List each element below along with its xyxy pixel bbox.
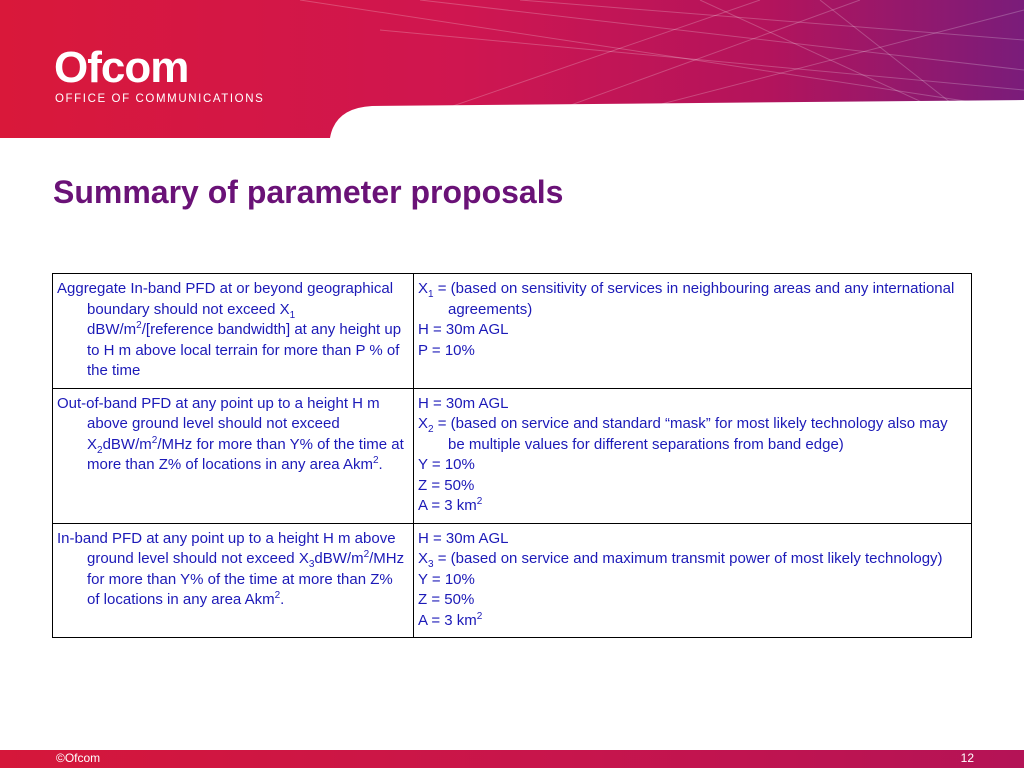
parameter-cell: Out-of-band PFD at any point up to a height H m above ground level should not exceed $X_2dBW/m^2$/MHz for more than Y% of the time at more than Z% of locations in any area Akm$^2$. [53, 388, 414, 523]
table-row [53, 274, 972, 389]
footer-bar [0, 750, 1024, 768]
table-row [53, 523, 972, 638]
logo-tagline: OFFICE OF COMMUNICATIONS [55, 93, 265, 105]
slide-title: Summary of parameter proposals [53, 174, 564, 210]
parameter-table [52, 273, 972, 638]
value-cell: $X_1$ = (based on sensitivity of services in neighbouring areas and any international agreements) H = 30m AGL P = 10% [414, 274, 972, 389]
parameter-cell: Aggregate In-band PFD at or beyond geographical boundary should not exceed $X_1$ dBW/$m^2/[reference$ bandwidth] at any height up to H m above local terrain for more than P % of the time [53, 274, 414, 389]
parameter-cell: In-band PFD at any point up to a height H m above ground level should not exceed $X_3dBW/m^2$/MHz for more than Y% of the time at more than Z% of locations in any area Akm$^2$. [53, 523, 414, 638]
value-cell: H = 30m AGL $X_3$ = (based on service and maximum transmit power of most likely technology) Y = 10% Z = 50% A = 3 $km^2$ [414, 523, 972, 638]
copyright-text: ©Ofcom [56, 751, 101, 765]
value-cell: H = 30m AGL $X_2$ = (based on service and standard “mask” for most likely technology also may be multiple values for different separations from band edge) Y = 10% Z = 50% A = 3 $km^2$ [414, 388, 972, 523]
ofcom-logo: Ofcom [54, 43, 189, 92]
page-number: 12 [960, 751, 974, 765]
header-banner [0, 0, 1024, 138]
table-row [53, 388, 972, 523]
